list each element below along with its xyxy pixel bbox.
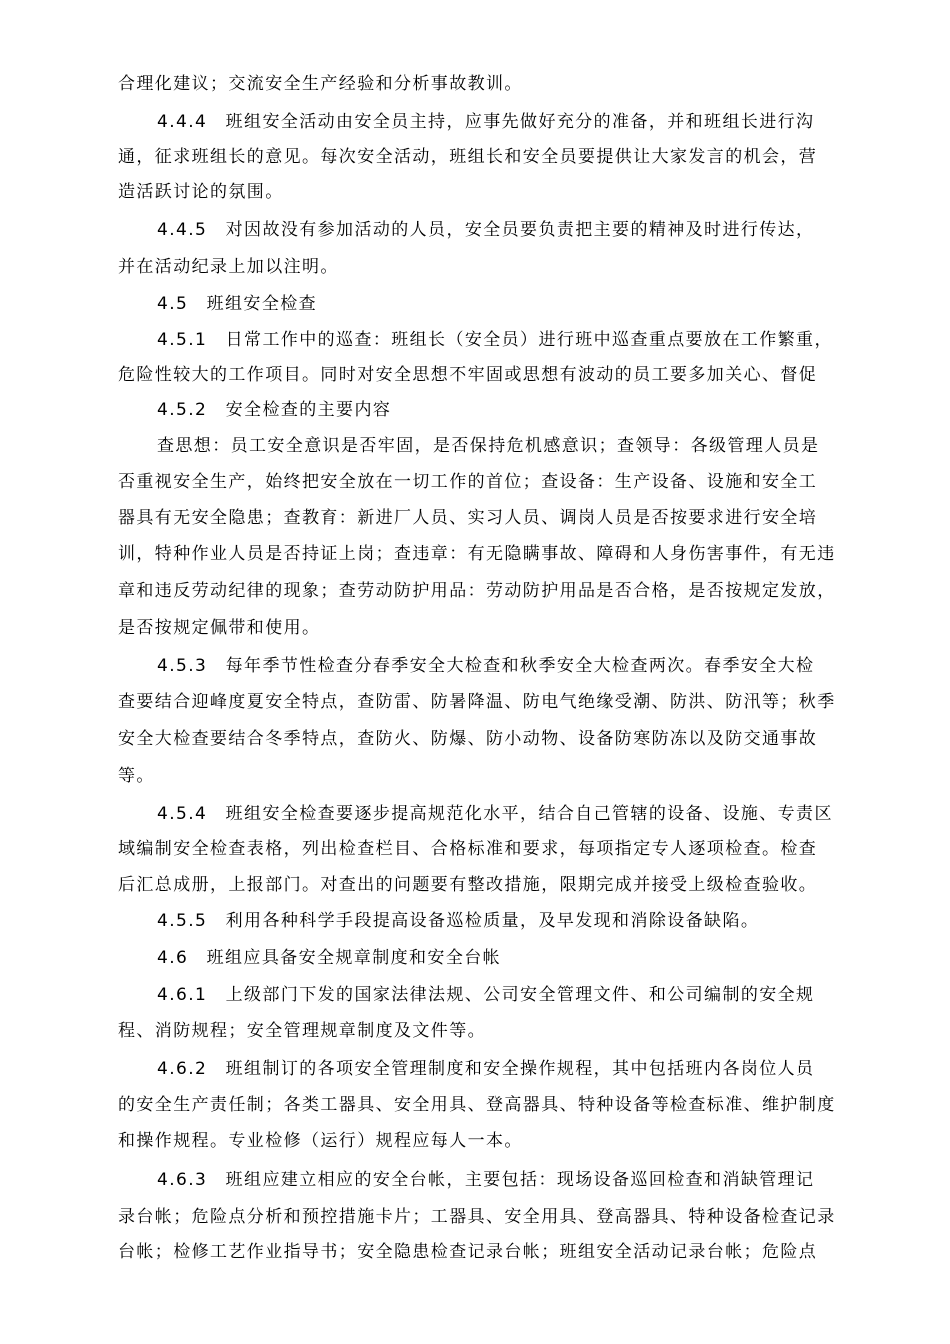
text-line: 和操作规程。专业检修（运行）规程应每人一本。 [118, 1131, 523, 1151]
clause-4-6-3-line: 4.6.3 班组应建立相应的安全台帐，主要包括：现场设备巡回检查和消缺管理记 [157, 1170, 815, 1190]
text-line: 域编制安全检查表格，列出检查栏目、合格标准和要求，每项指定专人逐项检查。检查 [118, 839, 818, 859]
text-line: 并在活动纪录上加以注明。 [118, 257, 339, 277]
clause-4-5-2-line: 4.5.2 安全检查的主要内容 [157, 400, 392, 420]
text-line: 章和违反劳动纪律的现象；查劳动防护用品：劳动防护用品是否合格，是否按规定发放， [118, 581, 836, 601]
clause-4-5-1-line: 4.5.1 日常工作中的巡查：班组长（安全员）进行班中巡查重点要放在工作繁重， [157, 330, 833, 350]
text-line: 的安全生产责任制；各类工器具、安全用具、登高器具、特种设备等检查标准、维护制度 [118, 1095, 836, 1115]
text-line: 训，特种作业人员是否持证上岗；查违章：有无隐瞒事故、障碍和人身伤害事件，有无违 [118, 544, 836, 564]
text-line: 器具有无安全隐患；查教育：新进厂人员、实习人员、调岗人员是否按要求进行安全培 [118, 508, 818, 528]
clause-4-6-1-line: 4.6.1 上级部门下发的国家法律法规、公司安全管理文件、和公司编制的安全规 [157, 985, 815, 1005]
text-line: 查思想：员工安全意识是否牢固，是否保持危机感意识；查领导：各级管理人员是 [157, 436, 820, 456]
text-line: 后汇总成册，上报部门。对查出的问题要有整改措施，限期完成并接受上级检查验收。 [118, 875, 818, 895]
section-4-5-heading: 4.5 班组安全检查 [157, 294, 318, 314]
text-line: 危险性较大的工作项目。同时对安全思想不牢固或思想有波动的员工要多加关心、督促 [118, 365, 818, 385]
clause-4-4-4-line: 4.4.4 班组安全活动由安全员主持，应事先做好充分的准备，并和班组长进行沟 [157, 112, 815, 132]
text-line: 通，征求班组长的意见。每次安全活动，班组长和安全员要提供让大家发言的机会，营 [118, 147, 818, 167]
clause-4-5-5-line: 4.5.5 利用各种科学手段提高设备巡检质量，及早发现和消除设备缺陷。 [157, 911, 760, 931]
clause-4-5-3-line: 4.5.3 每年季节性检查分春季安全大检查和秋季安全大检查两次。春季安全大检 [157, 656, 815, 676]
clause-4-4-5-line: 4.4.5 对因故没有参加活动的人员，安全员要负责把主要的精神及时进行传达， [157, 220, 815, 240]
clause-4-5-4-line: 4.5.4 班组安全检查要逐步提高规范化水平，结合自己管辖的设备、设施、专责区 [157, 804, 833, 824]
section-4-6-heading: 4.6 班组应具备安全规章制度和安全台帐 [157, 948, 502, 968]
text-line: 安全大检查要结合冬季特点，查防火、防爆、防小动物、设备防寒防冻以及防交通事故 [118, 729, 818, 749]
text-line: 等。 [118, 766, 155, 786]
clause-4-6-2-line: 4.6.2 班组制订的各项安全管理制度和安全操作规程，其中包括班内各岗位人员 [157, 1059, 815, 1079]
text-line: 查要结合迎峰度夏安全特点，查防雷、防暑降温、防电气绝缘受潮、防洪、防汛等；秋季 [118, 692, 836, 712]
text-line: 合理化建议；交流安全生产经验和分析事故教训。 [118, 74, 523, 94]
text-line: 程、消防规程；安全管理规章制度及文件等。 [118, 1021, 486, 1041]
text-line: 台帐；检修工艺作业指导书；安全隐患检查记录台帐；班组安全活动记录台帐；危险点 [118, 1242, 818, 1262]
text-line: 否重视安全生产，始终把安全放在一切工作的首位；查设备：生产设备、设施和安全工 [118, 472, 818, 492]
text-line: 造活跃讨论的氛围。 [118, 182, 284, 202]
text-line: 录台帐；危险点分析和预控措施卡片；工器具、安全用具、登高器具、特种设备检查记录 [118, 1207, 836, 1227]
text-line: 是否按规定佩带和使用。 [118, 618, 321, 638]
